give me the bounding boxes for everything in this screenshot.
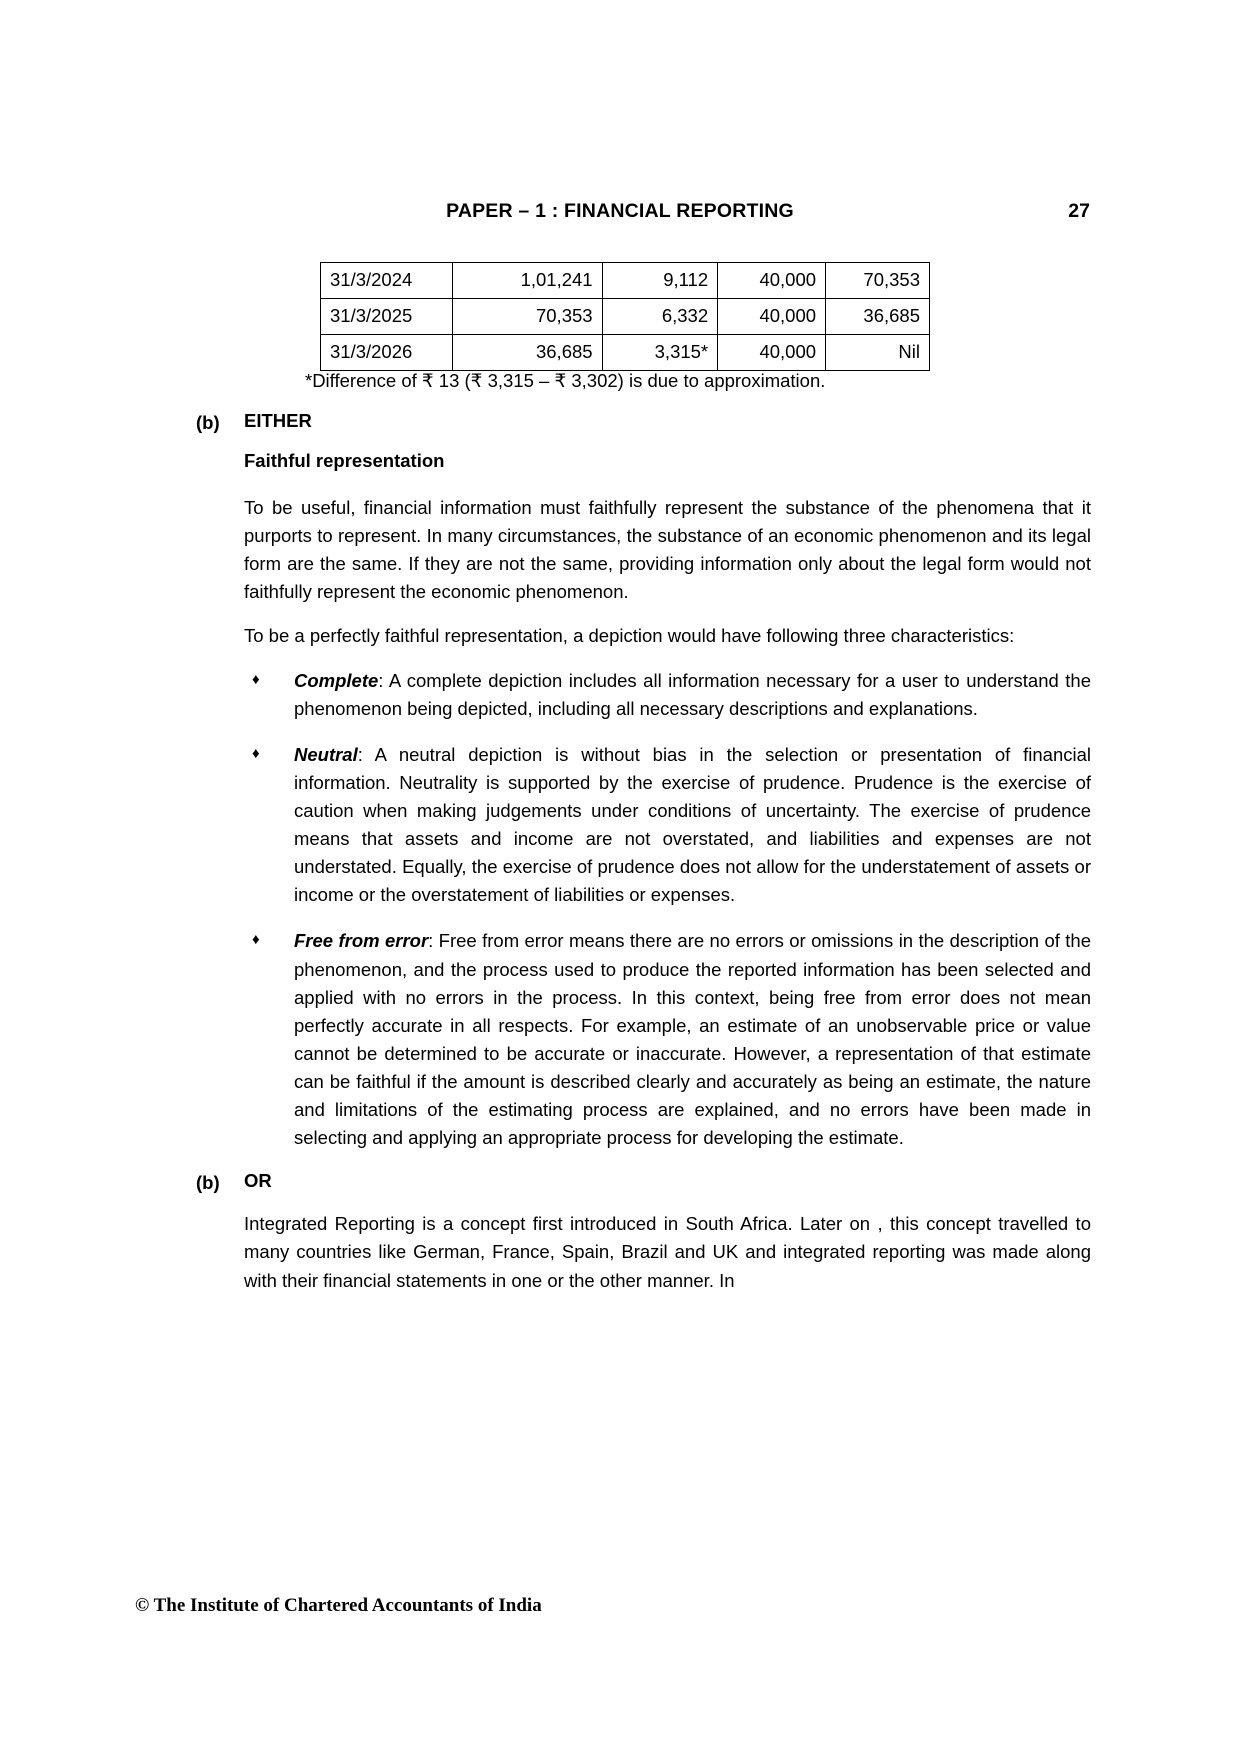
cell-date: 31/3/2026 — [321, 335, 453, 371]
bullet-text: : A neutral depiction is without bias in the selection or presentation of financial information. Neutrality is supported by the exercise of prudence. Prudence is the exercise of caution when making judgements under conditions of uncertainty. The exercise of prudence means that assets and income are not overstated, and liabilities and expenses are not understated. Equally, the exercise of prudence does not allow for the understatement of assets or income or the overstatement of liabilities or expenses. — [294, 743, 1091, 906]
characteristics-list — [244, 667, 1091, 1153]
bullet-term: Free from error — [294, 930, 429, 952]
paragraph-integrated-reporting: Integrated Reporting is a concept first introduced in South Africa. Later on , this concept travelled to many countries like German, France, Spain, Brazil and UK and integrated reporting was made along with their financial statements in one or the other manner. In — [244, 1213, 1091, 1291]
amortisation-table — [320, 262, 930, 371]
list-item — [244, 741, 1091, 910]
cell-interest: 6,332 — [602, 299, 718, 335]
cell-payment: 40,000 — [718, 335, 826, 371]
section-label-either: EITHER — [244, 410, 312, 431]
cell-payment: 40,000 — [718, 263, 826, 299]
paragraph-faithful-1: To be useful, financial information must faithfully represent the substance of the phenomena that it purports to represent. In many circumstances, the substance of an economic phenomenon and its legal form are the same. If they are not the same, providing information only about the legal form would not faithfully represent the economic phenomenon. — [244, 497, 1091, 603]
bullet-term: Complete — [294, 669, 379, 691]
table-row — [321, 263, 930, 299]
bullet-body — [294, 741, 1091, 910]
paragraph-faithful-2: To be a perfectly faithful representation, a depiction would have following three characteristics: — [244, 625, 1015, 647]
page-footer: © The Institute of Chartered Accountants of India — [135, 1595, 542, 1616]
list-item — [244, 927, 1091, 1152]
list-item — [244, 667, 1091, 723]
section-or — [196, 1170, 1091, 1310]
bullet-term: Neutral — [294, 743, 358, 765]
table-row — [321, 299, 930, 335]
page-number: 27 — [1068, 200, 1090, 222]
page-title: PAPER – 1 : FINANCIAL REPORTING — [446, 200, 794, 222]
bullet-text: : A complete depiction includes all information necessary for a user to understand the phenomenon being depicted, including all necessary descriptions and explanations. — [294, 669, 1091, 719]
cell-opening-balance: 1,01,241 — [452, 263, 602, 299]
diamond-bullet-icon: ♦ — [252, 931, 260, 949]
cell-interest: 3,315* — [602, 335, 718, 371]
section-label-or: OR — [244, 1170, 272, 1192]
cell-closing-balance: 70,353 — [826, 263, 930, 299]
table-footnote: *Difference of ₹ 13 (₹ 3,315 – ₹ 3,302) is due to approximation. — [305, 370, 826, 391]
cell-date: 31/3/2025 — [321, 299, 453, 335]
section-marker-b-or: (b) — [196, 1172, 220, 1194]
cell-payment: 40,000 — [718, 299, 826, 335]
cell-date: 31/3/2024 — [321, 263, 453, 299]
cell-interest: 9,112 — [602, 263, 718, 299]
bullet-body — [294, 667, 1091, 723]
cell-opening-balance: 70,353 — [452, 299, 602, 335]
bullet-body — [294, 927, 1091, 1152]
page-header — [150, 200, 1090, 223]
table-row — [321, 335, 930, 371]
diamond-bullet-icon: ♦ — [252, 744, 260, 762]
cell-closing-balance: Nil — [826, 335, 930, 371]
cell-closing-balance: 36,685 — [826, 299, 930, 335]
diamond-bullet-icon: ♦ — [252, 670, 260, 688]
section-either — [196, 410, 1091, 1170]
subheading-faithful-representation: Faithful representation — [244, 450, 445, 471]
document-body — [196, 410, 1091, 1311]
section-marker-b-either: (b) — [196, 412, 220, 433]
cell-opening-balance: 36,685 — [452, 335, 602, 371]
bullet-text: : Free from error means there are no errors or omissions in the description of the phenomenon, and the process used to produce the reported information has been selected and applied with no errors in the process. In this context, being free from error does not mean perfectly accurate in all respects. For example, an estimate of an unobservable price or value cannot be determined to be accurate or inaccurate. However, a representation of that estimate can be faithful if the amount is described clearly and accurately as being an estimate, the nature and limitations of the estimating process are explained, and no errors have been made in selecting and applying an appropriate process for developing the estimate. — [294, 930, 1091, 1149]
